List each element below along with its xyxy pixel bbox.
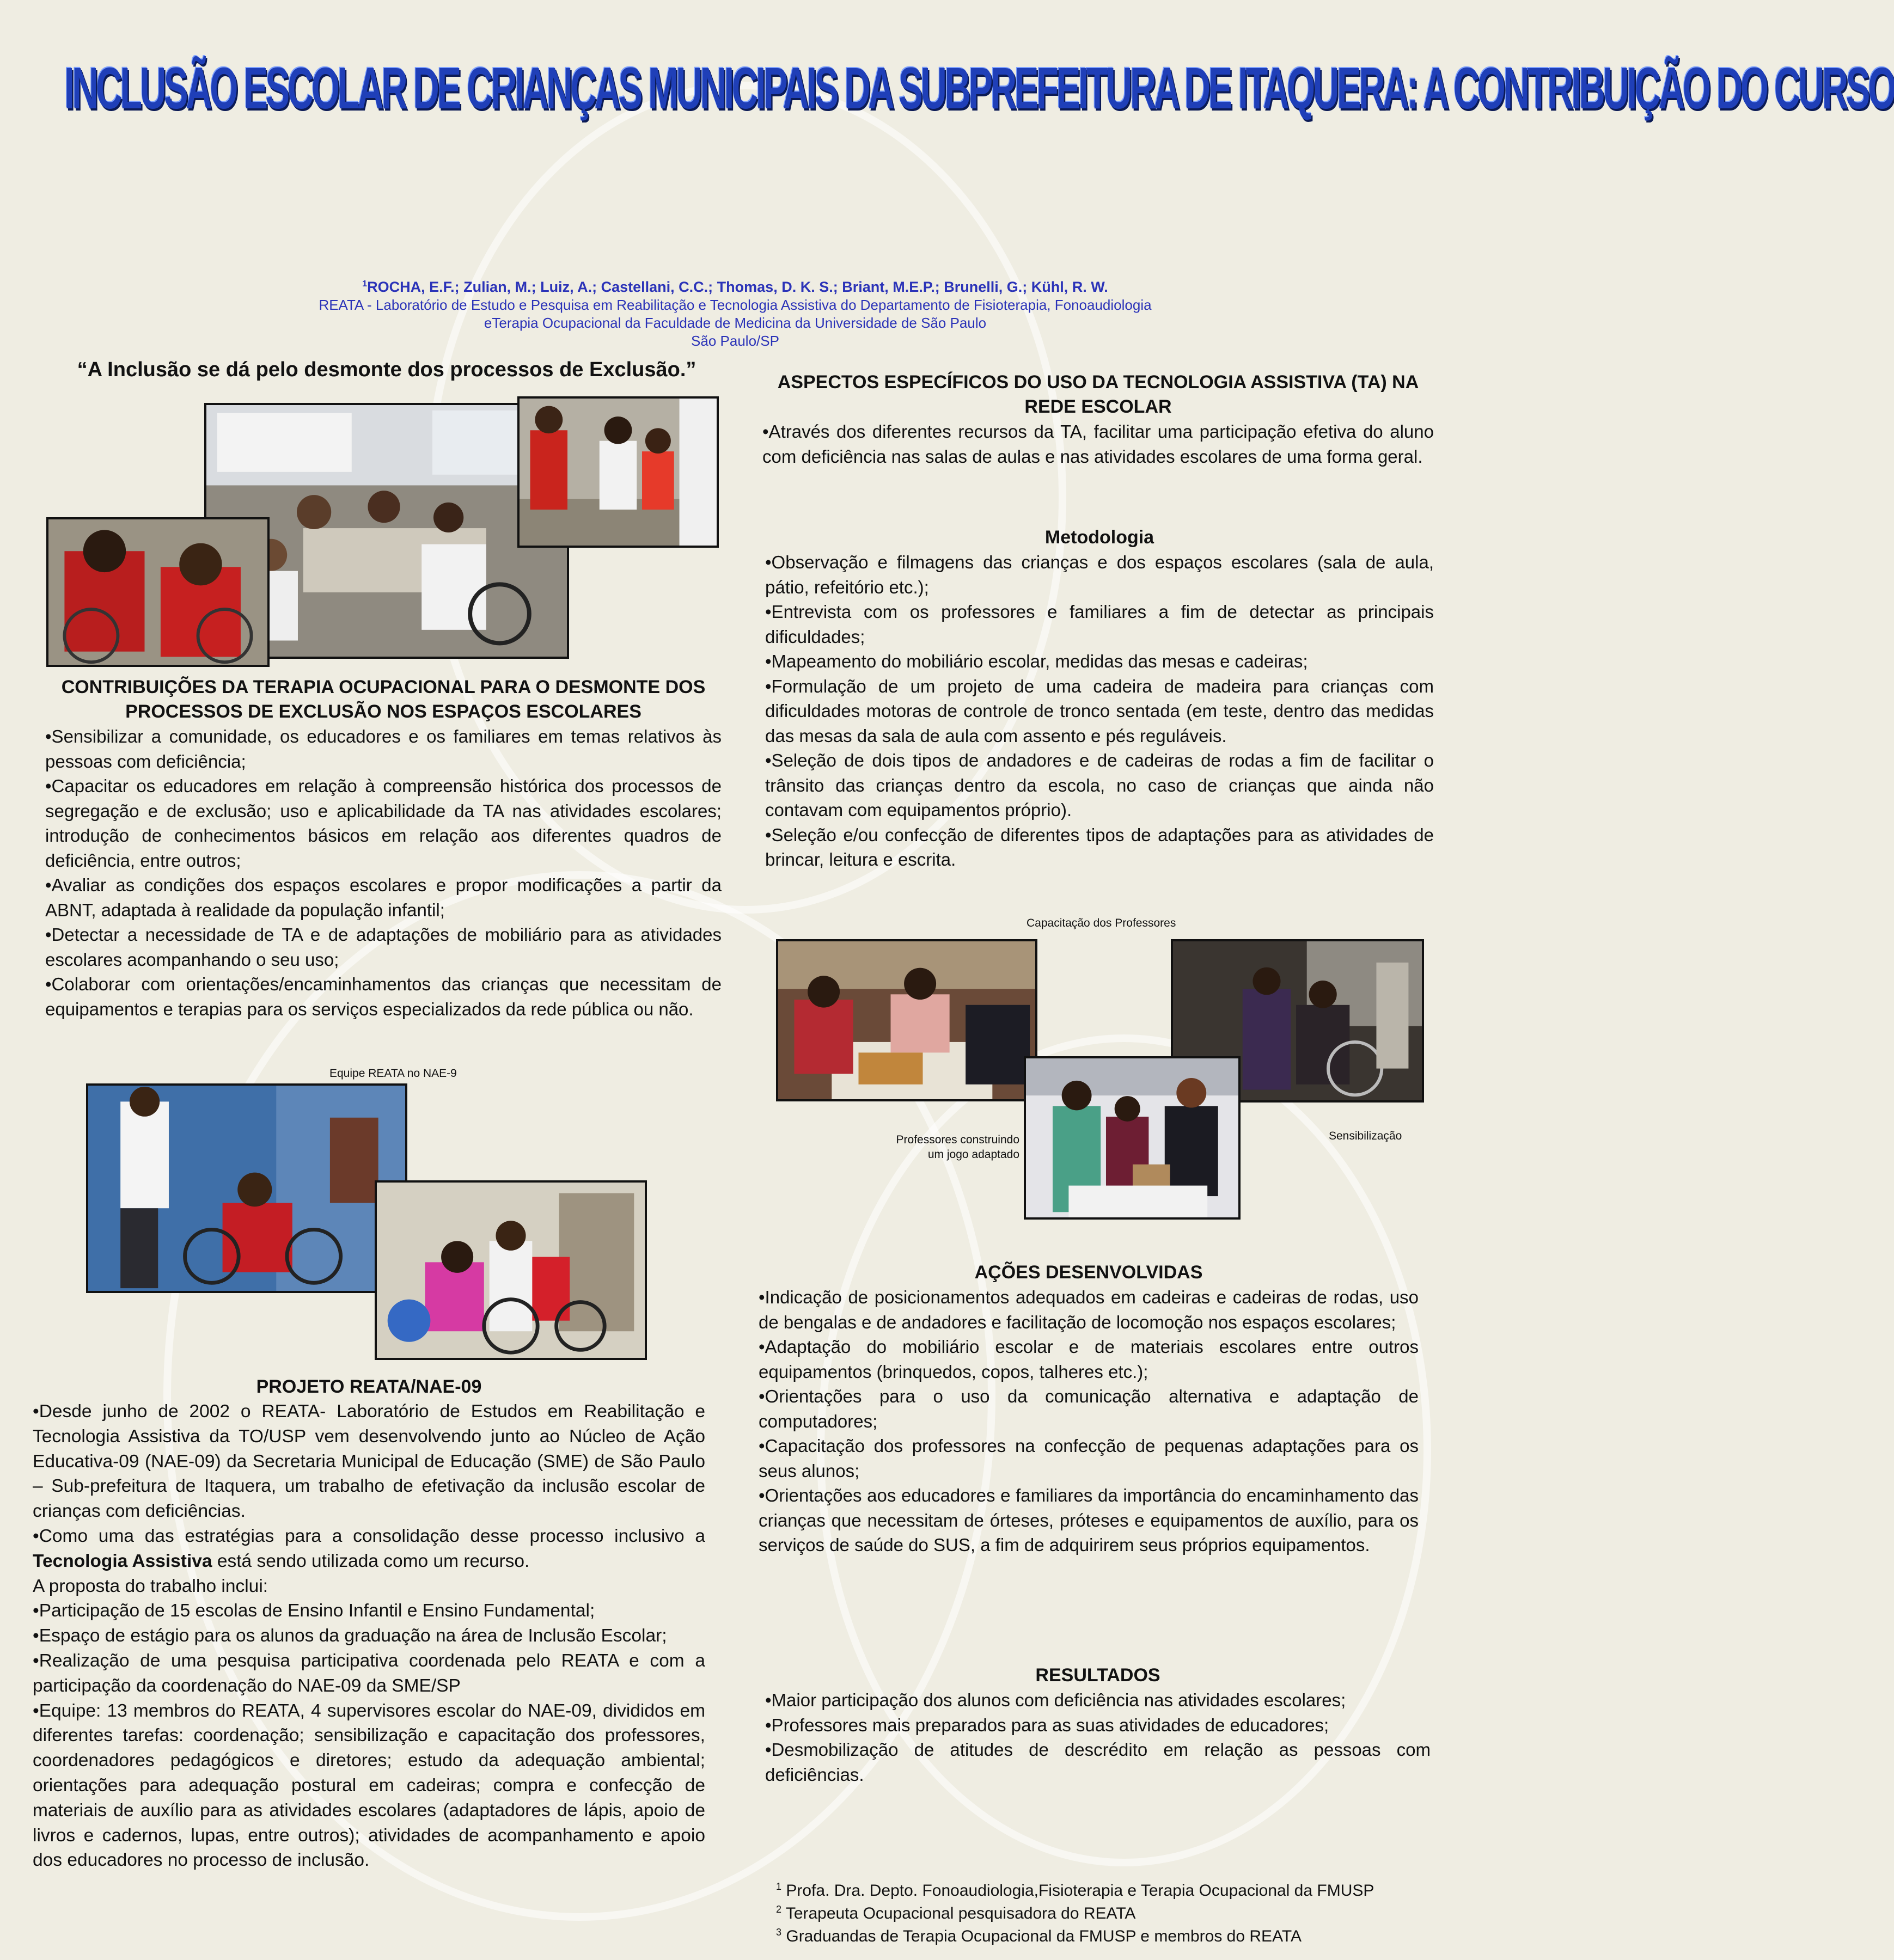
list-item: •Participação de 15 escolas de Ensino Infantil e Ensino Fundamental; <box>33 1601 595 1621</box>
aspectos-section <box>762 370 1434 469</box>
list-item: •Realização de uma pesquisa participativa coordenada pelo REATA e com a participação da coordenação do NAE-09 da SME/SP <box>33 1650 705 1696</box>
list-item: •Sensibilizar a comunidade, os educadores e os familiares em temas relativos às pessoas com deficiência; <box>45 726 722 771</box>
list-item: •Avaliar as condições dos espaços escolares e propor modificações a partir da ABNT, adaptada à realidade da população infantil; <box>45 875 722 920</box>
contribuicoes-section <box>45 675 722 1021</box>
list-item: •Professores mais preparados para as suas atividades de educadores; <box>765 1714 1329 1735</box>
list-item: A proposta do trabalho inclui: <box>33 1576 268 1596</box>
metodologia-section <box>765 525 1434 872</box>
list-item: •Detectar a necessidade de TA e de adaptações de mobiliário para as atividades escolares acompanhando o seu uso; <box>45 924 722 970</box>
list-item: •Como uma das estratégias para a consolidação desse processo inclusivo a Tecnologia Assistiva está sendo utilizada como um recurso. <box>33 1526 705 1571</box>
list-item: •Indicação de posicionamentos adequados em cadeiras e cadeiras de rodas, uso de bengalas e de andadores e facilitação de locomoção nos espaços escolares; <box>759 1287 1419 1332</box>
affiliation-line: São Paulo/SP <box>691 333 779 349</box>
section-heading: RESULTADOS <box>1035 1665 1160 1686</box>
resultados-section <box>765 1663 1431 1787</box>
list-item: •Adaptação do mobiliário escolar e de materiais escolares entre outros equipamentos (brinquedos, copos, talheres etc.); <box>759 1337 1419 1382</box>
affiliation-line: eTerapia Ocupacional da Faculdade de Medicina da Universidade de São Paulo <box>484 315 987 331</box>
quote: “A Inclusão se dá pelo desmonte dos processos de Exclusão.” <box>77 358 696 381</box>
author-names: $^1$ROCHA, E.F.; Zulian, M.; Luiz, A.; Castellani, C.C.; Thomas, D. K. S.; Briant, M.E.P.; Brunelli, G.; Kühl, R. W. <box>362 279 1108 295</box>
list-item: •Desde junho de 2002 o REATA- Laboratório de Estudos em Reabilitação e Tecnologia Assistiva da TO/USP vem desenvolvendo junto ao Núcleo de Ação Educativa-09 (NAE-09) da Secretaria Municipal de Educação (SME) de São Paulo – Sub-prefeitura de Itaquera, um trabalho de efetivação da inclusão escolar de crianças com deficiências. <box>33 1401 705 1522</box>
list-item: •Colaborar com orientações/encaminhamentos das crianças que necessitam de equipamentos e terapias para os serviços especializados da rede pública ou não. <box>45 974 722 1019</box>
list-item: •Seleção de dois tipos de andadores e de cadeiras de rodas a fim de facilitar o trânsito das crianças dentro da escola, no caso de crianças que ainda não contavam com equipamentos próprio). <box>765 750 1434 820</box>
list-item: •Entrevista com os professores e familiares a fim de detectar as principais dificuldades; <box>765 602 1434 647</box>
list-item: •Capacitar os educadores em relação à compreensão histórica dos processos de segregação e de exclusão; uso e aplicabilidade da TA nas atividades escolares; introdução de conhecimentos básicos em relação aos diferentes quadros de deficiência, entre outros; <box>45 776 722 871</box>
list-item: •Desmobilização de atitudes de descrédito em relação as pessoas com deficiências. <box>765 1739 1431 1785</box>
footnote: $^2$ Terapeuta Ocupacional pesquisadora do REATA <box>776 1904 1136 1922</box>
projeto-section <box>33 1375 705 1873</box>
list-item: •Formulação de um projeto de uma cadeira de madeira para crianças com dificuldades motoras de controle de tronco sentada (em teste, dentro das medidas das mesas da sala de aula com assento e pés reguláveis. <box>765 676 1434 746</box>
section-heading: Metodologia <box>1044 527 1154 548</box>
photo-wheelchair-assembly <box>375 1180 647 1360</box>
list-item: •Observação e filmagens das crianças e dos espaços escolares (sala de aula, pátio, refeitório etc.); <box>765 552 1434 597</box>
photo-children-walking <box>517 396 719 548</box>
caption-equipe: Equipe REATA no NAE-9 <box>329 1067 457 1080</box>
footnotes <box>776 1877 1451 1946</box>
section-text: •Através dos diferentes recursos da TA, facilitar uma participação efetiva do aluno com deficiência nas salas de aulas e nas atividades escolares de uma forma geral. <box>762 421 1434 467</box>
list-item: •Espaço de estágio para os alunos da graduação na área de Inclusão Escolar; <box>33 1626 667 1646</box>
list-item: •Seleção e/ou confecção de diferentes tipos de adaptações para as atividades de brincar, leitura e escrita. <box>765 824 1434 869</box>
list-item: •Capacitação dos professores na confecção de pequenas adaptações para os seus alunos; <box>759 1436 1419 1481</box>
caption-professores: Professores construindo um jogo adaptado <box>896 1134 1019 1161</box>
footnote: $^3$ Graduandas de Terapia Ocupacional da FMUSP e membros do REATA <box>776 1927 1302 1945</box>
list-item: •Orientações aos educadores e familiares da importância do encaminhamento das crianças que necessitam de órteses, próteses e equipamentos de auxílio, para os serviços de saúde do SUS, a fim de adquirirem seus próprios equipamentos. <box>759 1485 1419 1555</box>
acoes-section <box>759 1260 1419 1558</box>
list-item: •Orientações para o uso da comunicação alternativa e adaptação de computadores; <box>759 1386 1419 1431</box>
list-item: •Maior participação dos alunos com deficiência nas atividades escolares; <box>765 1690 1346 1710</box>
affiliation-line: REATA - Laboratório de Estudo e Pesquisa em Reabilitação e Tecnologia Assistiva do Departamento de Fisioterapia, Fonoaudiologia <box>319 297 1152 313</box>
caption-sensibilizacao: Sensibilização <box>1329 1130 1402 1142</box>
photo-equipe-reata <box>86 1083 407 1293</box>
authors-block <box>0 275 1470 350</box>
caption-capacitacao: Capacitação dos Professores <box>1027 917 1176 929</box>
list-item: •Equipe: 13 membros do REATA, 4 supervisores escolar do NAE-09, divididos em diferentes tarefas: coordenação; sensibilização e capacitação dos professores, coordenadores pedagógicos e diretores; estudo da adequação ambiental; orientações para adequação postural em cadeiras; compra e confecção de materiais de auxílio para as atividades escolares (adaptadores de lápis, apoio de livros e cadernos, lupas, entre outros); atividades de acompanhamento e apoio dos educadores no processo de inclusão. <box>33 1700 705 1871</box>
footnote: $^1$ Profa. Dra. Depto. Fonoaudiologia,Fisioterapia e Terapia Ocupacional da FMUSP <box>776 1881 1374 1900</box>
poster-title: INCLUSÃO ESCOLAR DE CRIANÇAS MUNICIPAIS DA SUBPREFEITURA DE ITAQUERA: A CONTRIBUIÇÃO DO CURSO <box>64 55 1894 121</box>
section-heading: CONTRIBUIÇÕES DA TERAPIA OCUPACIONAL PARA O DESMONTE DOS PROCESSOS DE EXCLUSÃO NOS ESPAÇOS ESCOLARES <box>61 677 706 722</box>
section-heading: PROJETO REATA/NAE-09 <box>256 1376 482 1397</box>
photo-wheelchair-children <box>46 517 270 667</box>
list-item: •Mapeamento do mobiliário escolar, medidas das mesas e cadeiras; <box>765 651 1308 671</box>
section-heading: ASPECTOS ESPECÍFICOS DO USO DA TECNOLOGIA ASSISTIVA (TA) NA REDE ESCOLAR <box>777 372 1419 417</box>
section-heading: AÇÕES DESENVOLVIDAS <box>974 1262 1203 1283</box>
photo-capacitacao <box>776 939 1037 1101</box>
photo-professores-jogo <box>1024 1056 1241 1220</box>
